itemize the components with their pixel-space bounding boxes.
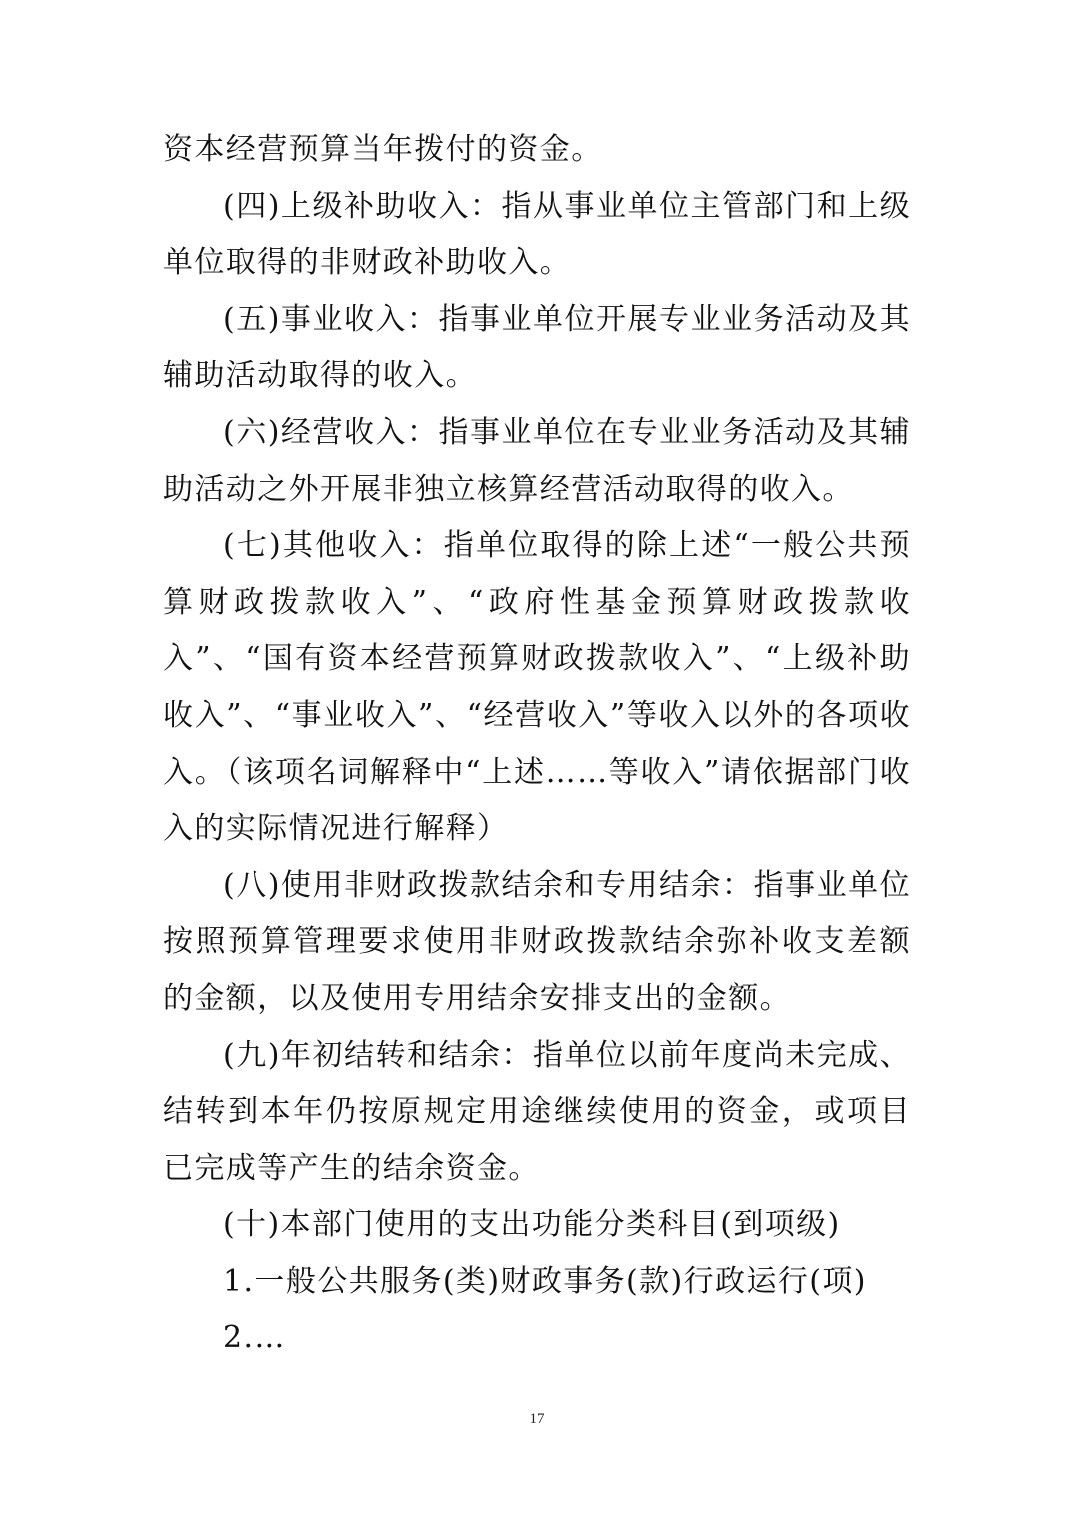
paragraph-non-fiscal-surplus-use: (八)使用非财政拨款结余和专用结余：指事业单位按照预算管理要求使用非财政拨款结余弥补收支差额的金额，以及使用专用结余安排支出的金额。 — [163, 867, 911, 1016]
paragraph-expenditure-classification-heading: (十)本部门使用的支出功能分类科目(到项级) — [223, 1207, 841, 1243]
paragraph-superior-subsidy-income: (四)上级补助收入：指从事业单位主管部门和上级单位取得的非财政补助收入。 — [163, 188, 911, 281]
paragraph-carryover-and-surplus: (九)年初结转和结余：指单位以前年度尚未完成、结转到本年仍按原规定用途继续使用的资金，或项目已完成等产生的结余资金。 — [163, 1037, 911, 1186]
paragraph-other-income: (七)其他收入：指单位取得的除上述“一般公共预算财政拨款收入”、“政府性基金预算财政拨款收入”、“国有资本经营预算财政拨款收入”、“上级补助收入”、“事业收入”、“经营收入”等收入以外的各项收入。（该项名词解释中“上述……等收入”请依据部门收入的实际情况进行解释） — [163, 528, 911, 847]
list-item: 1.一般公共服务(类)财政事务(款)行政运行(项) — [223, 1263, 867, 1299]
body-text — [163, 122, 911, 1367]
paragraph-business-income: (五)事业收入：指事业单位开展专业业务活动及其辅助活动取得的收入。 — [163, 301, 911, 394]
paragraph-operating-income: (六)经营收入：指事业单位在专业业务活动及其辅助活动之外开展非独立核算经营活动取得的收入。 — [163, 414, 911, 507]
paragraph-continuation: 资本经营预算当年拨付的资金。 — [163, 132, 603, 167]
list-item: 2.… — [223, 1320, 286, 1356]
page-number: 17 — [529, 1411, 545, 1427]
